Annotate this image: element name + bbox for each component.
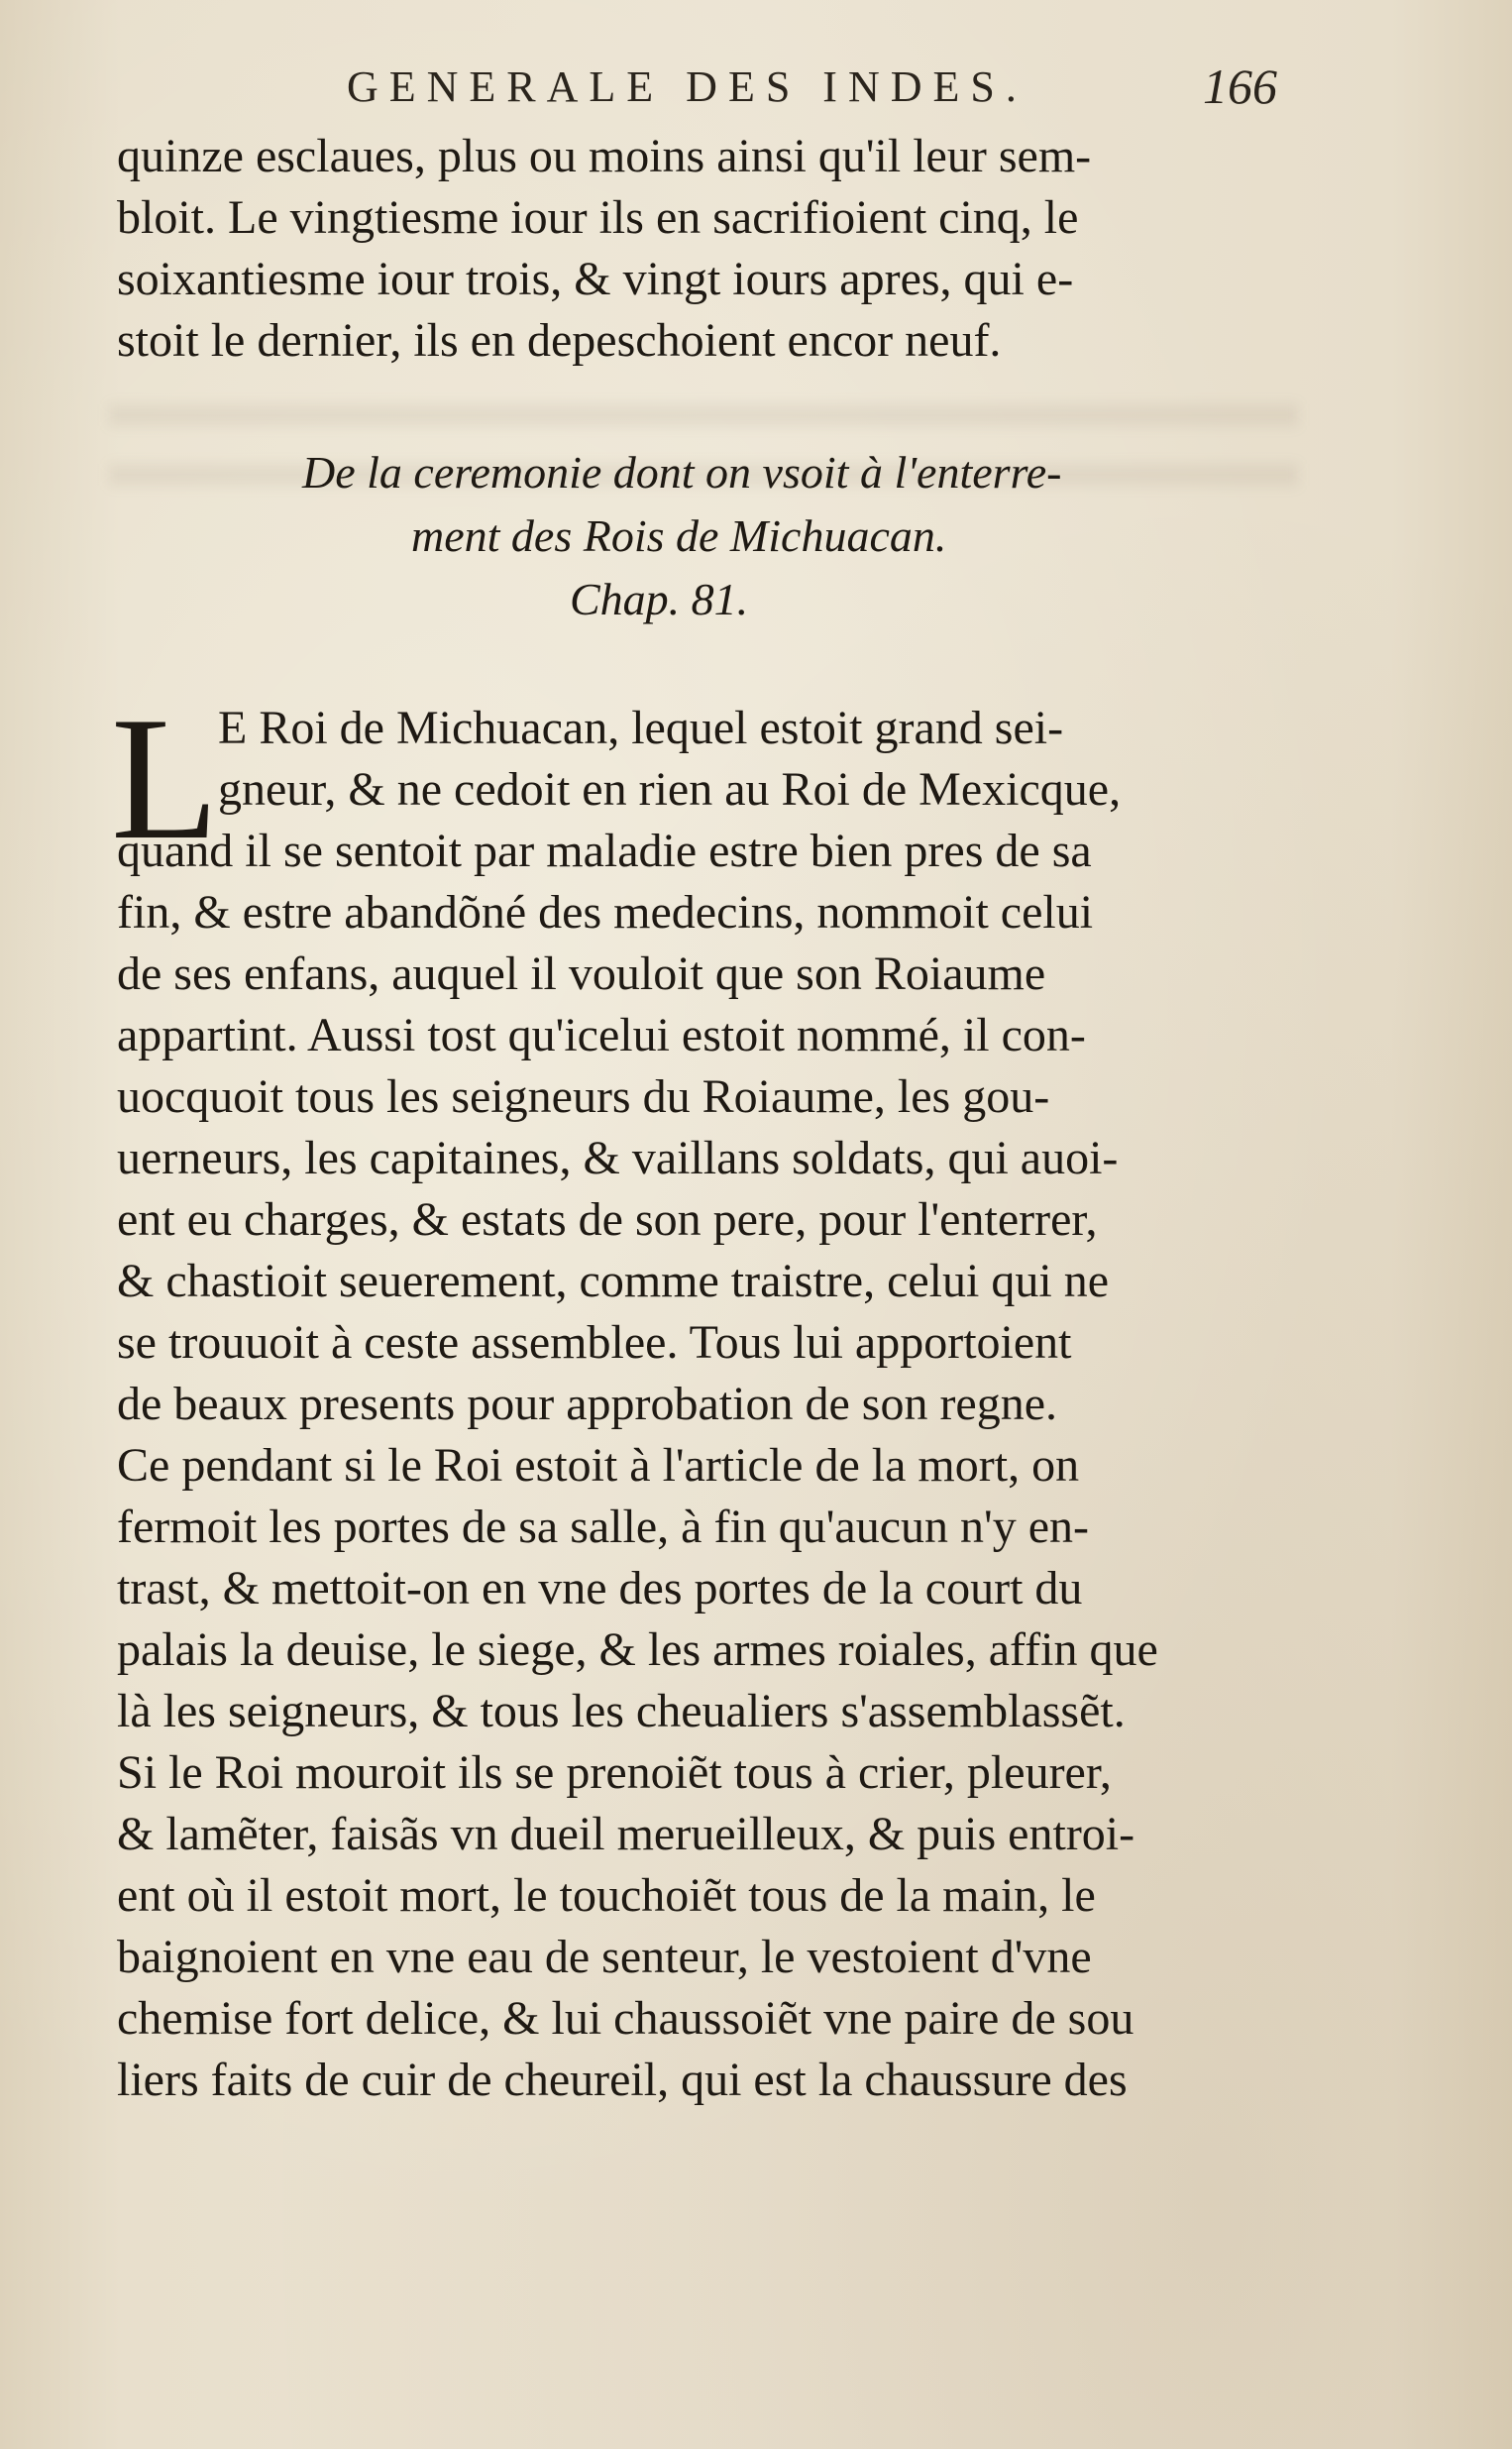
text-line: uerneurs, les capitaines, & vaillans soldats, qui auoi-: [117, 1132, 1119, 1184]
running-head: GENERALE DES INDES.: [347, 62, 1027, 111]
text-line: E Roi de Michuacan, lequel estoit grand sei-: [218, 702, 1064, 754]
text-line: de beaux presents pour approbation de son regne.: [117, 1378, 1058, 1430]
text-line: chemise fort delice, & lui chaussoiẽt vne paire de sou: [117, 1992, 1134, 2045]
text-line: ent où il estoit mort, le touchoiẽt tous de la main, le: [117, 1869, 1096, 1922]
chapter-title-line-1: De la ceremonie dont on vsoit à l'enterre-: [302, 447, 1062, 498]
text-line: quinze esclaues, plus ou moins ainsi qu'il leur sem-: [117, 130, 1092, 182]
text-line: là les seigneurs, & tous les cheualiers s'assemblassẽt.: [117, 1685, 1126, 1737]
text-line: & chastioit seuerement, comme traistre, celui qui ne: [117, 1255, 1109, 1307]
text-line: bloit. Le vingtiesme iour ils en sacrifioient cinq, le: [117, 191, 1079, 244]
chapter-number: Chap. 81.: [570, 574, 749, 624]
text-line: trast, & mettoit-on en vne des portes de la court du: [117, 1562, 1083, 1614]
text-line: & lamẽter, faisãs vn dueil merueilleux, & puis entroi-: [117, 1808, 1135, 1860]
show-through-stain: [109, 404, 1298, 426]
text-line: fin, & estre abandõné des medecins, nommoit celui: [117, 886, 1094, 939]
text-line: appartint. Aussi tost qu'icelui estoit nommé, il con-: [117, 1009, 1086, 1061]
page-number: 166: [1203, 58, 1277, 114]
text-line: fermoit les portes de sa salle, à fin qu'aucun n'y en-: [117, 1501, 1089, 1553]
text-line: soixantiesme iour trois, & vingt iours apres, qui e-: [117, 253, 1074, 305]
text-line: stoit le dernier, ils en depeschoient encor neuf.: [117, 314, 1002, 367]
text-line: se trouuoit à ceste assemblee. Tous lui apportoient: [117, 1316, 1072, 1369]
text-line: de ses enfans, auquel il vouloit que son Roiaume: [117, 947, 1046, 1000]
text-line: palais la deuise, le siege, & les armes roiales, affin que: [117, 1623, 1158, 1676]
text-line: Si le Roi mouroit ils se prenoiẽt tous à crier, pleurer,: [117, 1746, 1112, 1799]
text-line: uocquoit tous les seigneurs du Roiaume, les gou-: [117, 1070, 1050, 1123]
text-line: ent eu charges, & estats de son pere, pour l'enterrer,: [117, 1193, 1098, 1246]
drop-capital: L: [111, 680, 219, 876]
text-line: liers faits de cuir de cheureil, qui est la chaussure des: [117, 2054, 1128, 2106]
text-line: baignoient en vne eau de senteur, le vestoient d'vne: [117, 1931, 1092, 1983]
text-line: gneur, & ne cedoit en rien au Roi de Mexicque,: [218, 763, 1122, 816]
text-line: quand il se sentoit par maladie estre bien pres de sa: [117, 825, 1092, 877]
text-line: Ce pendant si le Roi estoit à l'article de la mort, on: [117, 1439, 1080, 1492]
chapter-title-line-2: ment des Rois de Michuacan.: [411, 510, 947, 561]
